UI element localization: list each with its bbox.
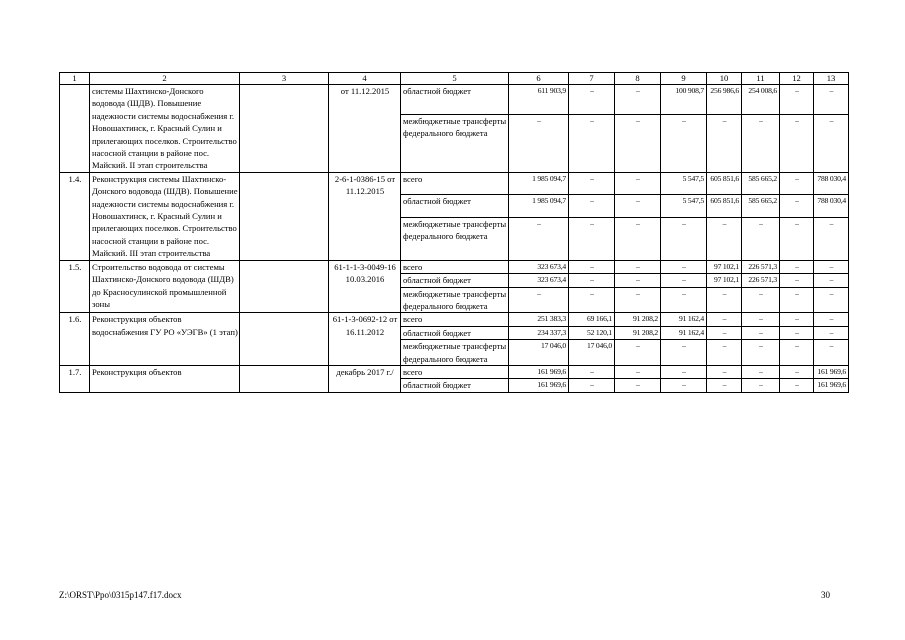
value-cell: 52 120,1 bbox=[569, 326, 615, 339]
value-cell: – bbox=[707, 115, 742, 173]
value-cell: – bbox=[661, 115, 707, 173]
value-cell: – bbox=[707, 379, 742, 392]
col-header: 12 bbox=[780, 73, 814, 85]
value-cell: – bbox=[780, 287, 814, 313]
value-cell: 161 969,6 bbox=[509, 379, 569, 392]
funding-source: межбюджетные трансферты федерального бюджета bbox=[401, 340, 509, 366]
table-row bbox=[60, 260, 849, 273]
value-cell: – bbox=[780, 274, 814, 287]
value-cell: 323 673,4 bbox=[509, 260, 569, 273]
col-header: 5 bbox=[401, 73, 509, 85]
value-cell: – bbox=[661, 217, 707, 260]
document-ref: 2-6-1-0386-15 от 11.12.2015 bbox=[329, 172, 401, 260]
value-cell: 1 985 094,7 bbox=[509, 172, 569, 194]
value-cell: 605 851,6 bbox=[707, 195, 742, 217]
col-header: 8 bbox=[615, 73, 661, 85]
value-cell: – bbox=[615, 172, 661, 194]
value-cell: 1 985 094,7 bbox=[509, 195, 569, 217]
value-cell: 97 102,1 bbox=[707, 260, 742, 273]
value-cell: – bbox=[509, 217, 569, 260]
value-cell: – bbox=[569, 195, 615, 217]
value-cell: – bbox=[780, 172, 814, 194]
object-name: Реконструкция системы Шахтинско-Донского водовода (ШДВ). Повышение надежности системы водоснабжения г. Новошахтинск, г. Красный Сулин и прилегающих поселков. Строительство насосной станции в районе пос. Майский. III этап строительства bbox=[90, 172, 240, 260]
empty-cell bbox=[240, 172, 329, 260]
value-cell: – bbox=[742, 326, 780, 339]
value-cell: 256 986,6 bbox=[707, 85, 742, 115]
value-cell: 226 571,3 bbox=[742, 274, 780, 287]
value-cell: – bbox=[814, 340, 849, 366]
value-cell: – bbox=[780, 217, 814, 260]
row-number: 1.5. bbox=[60, 260, 90, 313]
value-cell: 69 166,1 bbox=[569, 313, 615, 326]
budget-table bbox=[59, 72, 849, 393]
funding-source: областной бюджет bbox=[401, 85, 509, 115]
value-cell: – bbox=[615, 340, 661, 366]
value-cell: 611 903,9 bbox=[509, 85, 569, 115]
document-ref: от 11.12.2015 bbox=[329, 85, 401, 173]
object-name: Реконструкция объектов bbox=[90, 365, 240, 392]
value-cell: – bbox=[509, 287, 569, 313]
value-cell: 5 547,5 bbox=[661, 172, 707, 194]
value-cell: – bbox=[569, 172, 615, 194]
value-cell: – bbox=[814, 313, 849, 326]
value-cell: – bbox=[742, 365, 780, 378]
value-cell: 91 208,2 bbox=[615, 313, 661, 326]
value-cell: 100 908,7 bbox=[661, 85, 707, 115]
value-cell: – bbox=[742, 340, 780, 366]
value-cell: 234 337,3 bbox=[509, 326, 569, 339]
funding-source: всего bbox=[401, 365, 509, 378]
col-header: 13 bbox=[814, 73, 849, 85]
value-cell: – bbox=[615, 115, 661, 173]
value-cell: – bbox=[814, 287, 849, 313]
value-cell: – bbox=[569, 260, 615, 273]
value-cell: – bbox=[814, 85, 849, 115]
value-cell: – bbox=[569, 274, 615, 287]
value-cell: – bbox=[615, 274, 661, 287]
empty-cell bbox=[240, 313, 329, 366]
value-cell: – bbox=[707, 287, 742, 313]
value-cell: – bbox=[661, 260, 707, 273]
col-header: 4 bbox=[329, 73, 401, 85]
object-name: Строительство водовода от системы Шахтинско-Донского водовода (ШДВ) до Красносулинской промышленной зоны bbox=[90, 260, 240, 313]
value-cell: – bbox=[509, 115, 569, 173]
value-cell: 5 547,5 bbox=[661, 195, 707, 217]
value-cell: – bbox=[615, 195, 661, 217]
value-cell: – bbox=[661, 274, 707, 287]
table-row bbox=[60, 85, 849, 115]
value-cell: – bbox=[814, 115, 849, 173]
value-cell: 161 969,6 bbox=[814, 379, 849, 392]
value-cell: 91 208,2 bbox=[615, 326, 661, 339]
value-cell: – bbox=[742, 217, 780, 260]
value-cell: – bbox=[569, 365, 615, 378]
value-cell: – bbox=[780, 260, 814, 273]
funding-source: всего bbox=[401, 172, 509, 194]
document-ref: 61-1-3-0692-12 от 16.11.2012 bbox=[329, 313, 401, 366]
value-cell: – bbox=[615, 85, 661, 115]
value-cell: – bbox=[707, 365, 742, 378]
col-header: 9 bbox=[661, 73, 707, 85]
funding-source: межбюджетные трансферты федерального бюджета bbox=[401, 287, 509, 313]
value-cell: – bbox=[780, 326, 814, 339]
value-cell: 161 969,6 bbox=[814, 365, 849, 378]
row-number bbox=[60, 85, 90, 173]
value-cell: – bbox=[742, 379, 780, 392]
value-cell: – bbox=[707, 340, 742, 366]
value-cell: – bbox=[780, 379, 814, 392]
value-cell: 161 969,6 bbox=[509, 365, 569, 378]
value-cell: – bbox=[615, 217, 661, 260]
col-header: 6 bbox=[509, 73, 569, 85]
value-cell: – bbox=[780, 340, 814, 366]
footer-file-path: Z:\ORST\Ppo\0315p147.f17.docx bbox=[59, 590, 182, 600]
value-cell: – bbox=[569, 287, 615, 313]
value-cell: – bbox=[661, 340, 707, 366]
value-cell: – bbox=[615, 365, 661, 378]
empty-cell bbox=[240, 260, 329, 313]
table-row bbox=[60, 313, 849, 326]
object-name: системы Шахтинско-Донского водовода (ШДВ). Повышение надежности системы водоснабжения г. Новошахтинск, г. Красный Сулин и прилегающих поселков. Строительство насосной станции в районе пос. Майский. II этап строительства bbox=[90, 85, 240, 173]
funding-source: областной бюджет bbox=[401, 326, 509, 339]
value-cell: – bbox=[742, 115, 780, 173]
value-cell: – bbox=[707, 313, 742, 326]
value-cell: – bbox=[661, 287, 707, 313]
header-row bbox=[60, 73, 849, 85]
col-header: 1 bbox=[60, 73, 90, 85]
value-cell: 251 383,3 bbox=[509, 313, 569, 326]
row-number: 1.7. bbox=[60, 365, 90, 392]
funding-source: областной бюджет bbox=[401, 379, 509, 392]
funding-source: областной бюджет bbox=[401, 195, 509, 217]
row-number: 1.4. bbox=[60, 172, 90, 260]
object-name: Реконструкция объектов водоснабжения ГУ РО «УЭГВ» (1 этап) bbox=[90, 313, 240, 366]
value-cell: – bbox=[814, 217, 849, 260]
value-cell: – bbox=[661, 365, 707, 378]
value-cell: – bbox=[780, 115, 814, 173]
value-cell: – bbox=[615, 287, 661, 313]
value-cell: 254 008,6 bbox=[742, 85, 780, 115]
col-header: 2 bbox=[90, 73, 240, 85]
table-body bbox=[60, 73, 849, 393]
document-ref: 61-1-1-3-0049-16 10.03.2016 bbox=[329, 260, 401, 313]
value-cell: 585 665,2 bbox=[742, 172, 780, 194]
funding-source: межбюджетные трансферты федерального бюджета bbox=[401, 115, 509, 173]
col-header: 10 bbox=[707, 73, 742, 85]
empty-cell bbox=[240, 365, 329, 392]
value-cell: – bbox=[615, 260, 661, 273]
document-ref: декабрь 2017 г./ bbox=[329, 365, 401, 392]
funding-source: всего bbox=[401, 260, 509, 273]
empty-cell bbox=[240, 85, 329, 173]
value-cell: – bbox=[814, 326, 849, 339]
value-cell: 605 851,6 bbox=[707, 172, 742, 194]
value-cell: 97 102,1 bbox=[707, 274, 742, 287]
value-cell: 17 046,0 bbox=[509, 340, 569, 366]
table-row bbox=[60, 365, 849, 378]
value-cell: – bbox=[780, 365, 814, 378]
row-number: 1.6. bbox=[60, 313, 90, 366]
page-number: 30 bbox=[821, 590, 830, 600]
value-cell: – bbox=[569, 379, 615, 392]
table-row bbox=[60, 172, 849, 194]
value-cell: 17 046,0 bbox=[569, 340, 615, 366]
value-cell: – bbox=[780, 85, 814, 115]
value-cell: 226 571,3 bbox=[742, 260, 780, 273]
value-cell: 91 162,4 bbox=[661, 326, 707, 339]
value-cell: – bbox=[661, 379, 707, 392]
value-cell: – bbox=[780, 313, 814, 326]
funding-source: межбюджетные трансферты федерального бюджета bbox=[401, 217, 509, 260]
funding-source: всего bbox=[401, 313, 509, 326]
value-cell: 788 030,4 bbox=[814, 195, 849, 217]
value-cell: – bbox=[707, 326, 742, 339]
value-cell: – bbox=[814, 274, 849, 287]
value-cell: – bbox=[569, 115, 615, 173]
value-cell: – bbox=[742, 313, 780, 326]
value-cell: – bbox=[569, 217, 615, 260]
value-cell: – bbox=[569, 85, 615, 115]
funding-source: областной бюджет bbox=[401, 274, 509, 287]
value-cell: 585 665,2 bbox=[742, 195, 780, 217]
col-header: 11 bbox=[742, 73, 780, 85]
value-cell: – bbox=[742, 287, 780, 313]
value-cell: – bbox=[780, 195, 814, 217]
value-cell: – bbox=[814, 260, 849, 273]
value-cell: – bbox=[615, 379, 661, 392]
value-cell: 323 673,4 bbox=[509, 274, 569, 287]
value-cell: – bbox=[707, 217, 742, 260]
value-cell: 788 030,4 bbox=[814, 172, 849, 194]
col-header: 3 bbox=[240, 73, 329, 85]
value-cell: 91 162,4 bbox=[661, 313, 707, 326]
col-header: 7 bbox=[569, 73, 615, 85]
